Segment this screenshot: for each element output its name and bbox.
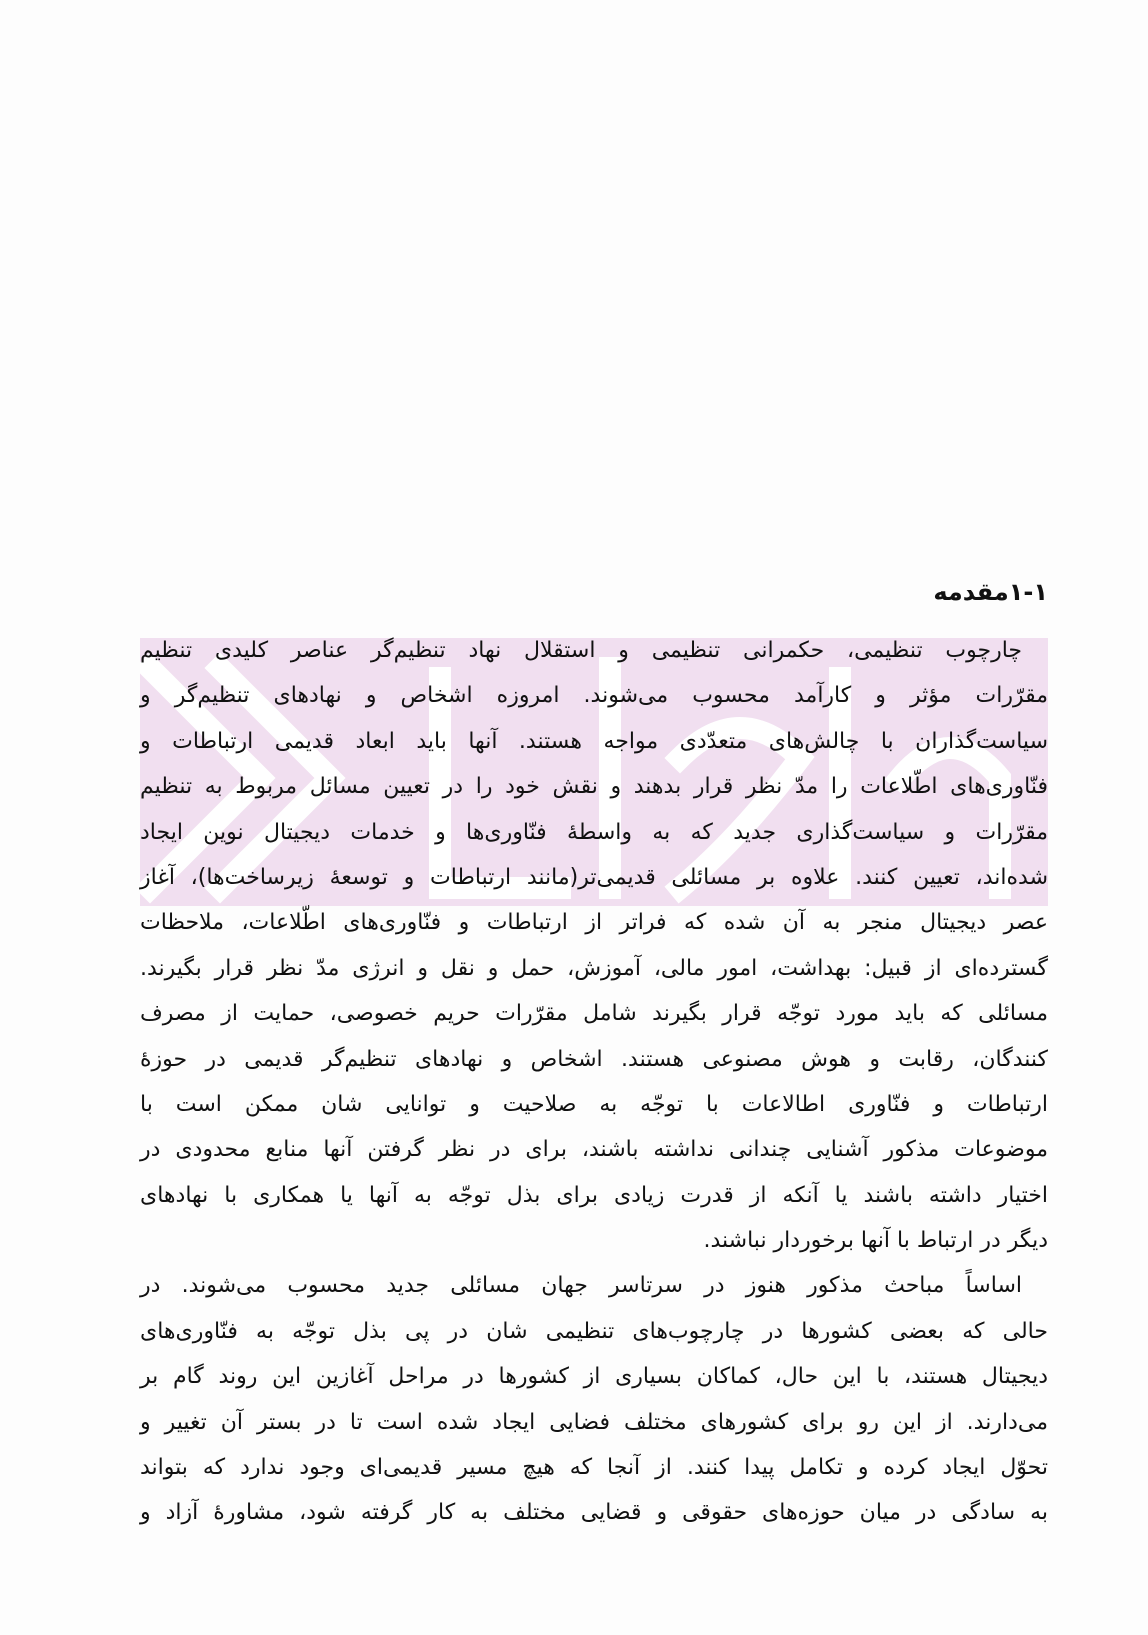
- text-line: مقرّرات و سیاست‌گذاری جدید که به واسطهٔ فنّاوری‌ها و خدمات دیجیتال نوین ایجاد: [140, 819, 1048, 845]
- body-text: [140, 628, 1048, 1536]
- text-line: سیاست‌گذاران با چالش‌های متعدّدی مواجه هستند. آنها باید ابعاد قدیمی ارتباطات و: [140, 728, 1048, 754]
- text-line: می‌دارند. از این رو برای کشورهای مختلف فضایی ایجاد شده است تا در بستر آن تغییر و: [140, 1409, 1048, 1435]
- text-line: دیگر در ارتباط با آنها برخوردار نباشند.: [703, 1228, 1048, 1254]
- text-line: به سادگی در میان حوزه‌های حقوقی و قضایی مختلف به کار گرفته شود، مشاورهٔ آزاد و: [140, 1500, 1048, 1526]
- text-line: حالی که بعضی کشورها در چارچوب‌های تنظیمی شان در پی بذل توجّه به فنّاوری‌های: [140, 1318, 1048, 1344]
- text-line: مقرّرات مؤثر و کارآمد محسوب می‌شوند. امروزه اشخاص و نهادهای تنظیم‌گر و: [140, 683, 1048, 709]
- text-line: شده‌اند، تعیین کنند. علاوه بر مسائلی قدیمی‌تر(مانند ارتباطات و توسعهٔ زیرساخت‌ها)، آغاز: [140, 864, 1048, 890]
- text-line: اختیار داشته باشند یا آنکه از قدرت زیادی برای بذل توجّه به آنها یا همکاری با نهادهای: [140, 1182, 1048, 1208]
- text-line: اساساً مباحث مذکور هنوز در سرتاسر جهان مسائلی جدید محسوب می‌شوند. در: [140, 1273, 1022, 1299]
- text-line: موضوعات مذکور آشنایی چندانی نداشته باشند، برای در نظر گرفتن آنها منابع محدودی در: [140, 1137, 1048, 1163]
- text-line: مسائلی که باید مورد توجّه قرار بگیرند شامل مقرّرات حریم خصوصی، حمایت از مصرف: [140, 1001, 1048, 1027]
- text-line: گسترده‌ای از قبیل: بهداشت، امور مالی، آموزش، حمل و نقل و انرژی مدّ نظر قرار بگیرند.: [140, 955, 1048, 981]
- text-line: کنندگان، رقابت و هوش مصنوعی هستند. اشخاص و نهادهای تنظیم‌گر قدیمی در حوزهٔ: [140, 1046, 1048, 1072]
- text-line: دیجیتال هستند، با این حال، کماکان بسیاری از کشورها در مراحل آغازین این روند گام بر: [140, 1364, 1048, 1390]
- text-line: تحوّل ایجاد کرده و تکامل پیدا کنند. از آنجا که هیچ مسیر قدیمی‌ای وجود ندارد که بتواند: [140, 1455, 1048, 1481]
- text-line: عصر دیجیتال منجر به آن شده که فراتر از ارتباطات و فنّاوری‌های اطّلاعات، ملاحظات: [140, 910, 1048, 936]
- text-line: فنّاوری‌های اطّلاعات را مدّ نظر قرار بدهند و نقش خود را در تعیین مسائل مربوط به تنظیم: [140, 774, 1048, 800]
- section-heading: ۱-۱مقدمه: [933, 578, 1048, 606]
- text-line: ارتباطات و فنّاوری اطالاعات با توجّه به صلاحیت و توانایی شان ممکن است با: [140, 1091, 1048, 1117]
- text-line: چارچوب تنظیمی، حکمرانی تنظیمی و استقلال نهاد تنظیم‌گر عناصر کلیدی تنظیم: [140, 638, 1022, 663]
